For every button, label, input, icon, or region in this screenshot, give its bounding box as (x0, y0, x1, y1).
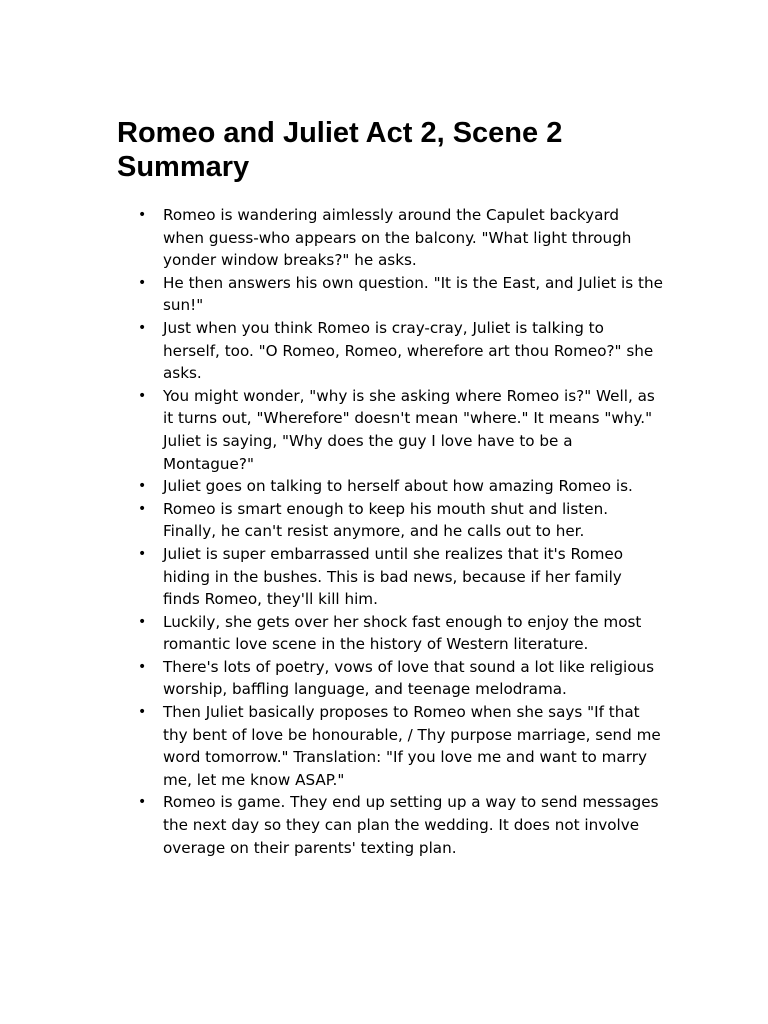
list-item (138, 317, 663, 385)
list-item-text: Then Juliet basically proposes to Romeo when she says "If that thy bent of love be honourable, / Thy purpose marriage, send me word tomorrow." Translation: "If you love me and want to marry me, let me know ASAP." (163, 703, 661, 789)
bullet-icon: • (138, 794, 147, 811)
list-item-text: Romeo is smart enough to keep his mouth shut and listen. Finally, he can't resist anymore, and he calls out to her. (163, 499, 609, 541)
list-item (138, 701, 663, 791)
list-item-text: Romeo is wandering aimlessly around the Capulet backyard when guess-who appears on the balcony. "What light through yonder window breaks?" he asks. (163, 206, 632, 270)
bullet-icon: • (138, 545, 147, 562)
list-item-text: Romeo is game. They end up setting up a way to send messages the next day so they can plan the wedding. It does not involve overage on their parents' texting plan. (163, 793, 659, 857)
summary-bullet-list (138, 204, 663, 859)
list-item-text: Juliet goes on talking to herself about how amazing Romeo is. (163, 477, 633, 496)
list-item (138, 791, 663, 859)
list-item-text: He then answers his own question. "It is the East, and Juliet is the sun!" (163, 273, 663, 315)
list-item-text: Just when you think Romeo is cray-cray, Juliet is talking to herself, too. "O Romeo, Romeo, wherefore art thou Romeo?" she asks. (163, 318, 654, 383)
list-item-text: You might wonder, "why is she asking where Romeo is?" Well, as it turns out, "Wherefore" doesn't mean "where." It means "why." Juliet is saying, "Why does the guy I love have to be a Montague?" (163, 386, 655, 473)
bullet-icon: • (138, 207, 147, 223)
list-item (138, 498, 663, 543)
list-item (138, 611, 663, 656)
list-item (138, 475, 663, 498)
list-item (138, 543, 663, 611)
bullet-icon: • (138, 387, 147, 404)
bullet-icon: • (138, 704, 147, 721)
list-item (138, 204, 663, 272)
bullet-icon: • (138, 500, 147, 517)
list-item-text: Juliet is super embarrassed until she realizes that it's Romeo hiding in the bushes. This is bad news, because if her family finds Romeo, they'll kill him. (163, 544, 624, 609)
list-item (138, 272, 663, 317)
list-item (138, 385, 663, 475)
list-item-text: There's lots of poetry, vows of love that sound a lot like religious worship, baffling language, and teenage melodrama. (163, 657, 655, 699)
list-item-text: Luckily, she gets over her shock fast enough to enjoy the most romantic love scene in the history of Western literature. (163, 612, 642, 654)
bullet-icon: • (138, 274, 147, 291)
document-title: Romeo and Juliet Act 2, Scene 2 Summary (117, 117, 563, 183)
bullet-icon: • (138, 658, 147, 675)
list-item (138, 656, 663, 701)
bullet-icon: • (138, 478, 147, 495)
bullet-icon: • (138, 319, 147, 336)
bullet-icon: • (138, 613, 147, 630)
